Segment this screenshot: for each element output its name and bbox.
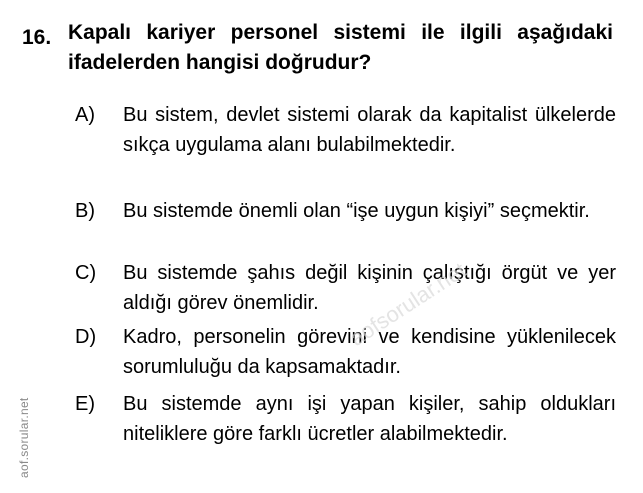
option-b-text: Bu sistemde önemli olan “işe uygun kişiyi” seçmektir. xyxy=(123,200,590,222)
option-e-letter: E) xyxy=(75,393,95,415)
option-a-letter: A) xyxy=(75,104,95,126)
option-d-letter: D) xyxy=(75,326,97,348)
question-number: 16. xyxy=(22,26,52,49)
option-b-letter: B) xyxy=(75,200,95,222)
option-c-letter: C) xyxy=(75,262,97,284)
option-e-text: Bu sistemde aynı işi yapan kişiler, sahip oldukları niteliklere göre farklı ücretler alabilmektedir. xyxy=(123,393,616,445)
side-watermark: aof.sorular.net xyxy=(17,397,31,478)
question-stem: Kapalı kariyer personel sistemi ile ilgili aşağıdaki ifadelerden hangisi doğrudur? xyxy=(68,21,613,74)
option-d-text: Kadro, personelin görevini ve kendisine yüklenilecek sorumluluğu da kapsamaktadır. xyxy=(123,326,616,378)
option-c-text: Bu sistemde şahıs değil kişinin çalıştığı örgüt ve yer aldığı görev önemlidir. xyxy=(123,262,616,314)
diagonal-watermark: aofsorular.net xyxy=(345,257,471,351)
option-a-text: Bu sistem, devlet sistemi olarak da kapitalist ülkelerde sıkça uygulama alanı bulabilmektedir. xyxy=(123,104,616,156)
